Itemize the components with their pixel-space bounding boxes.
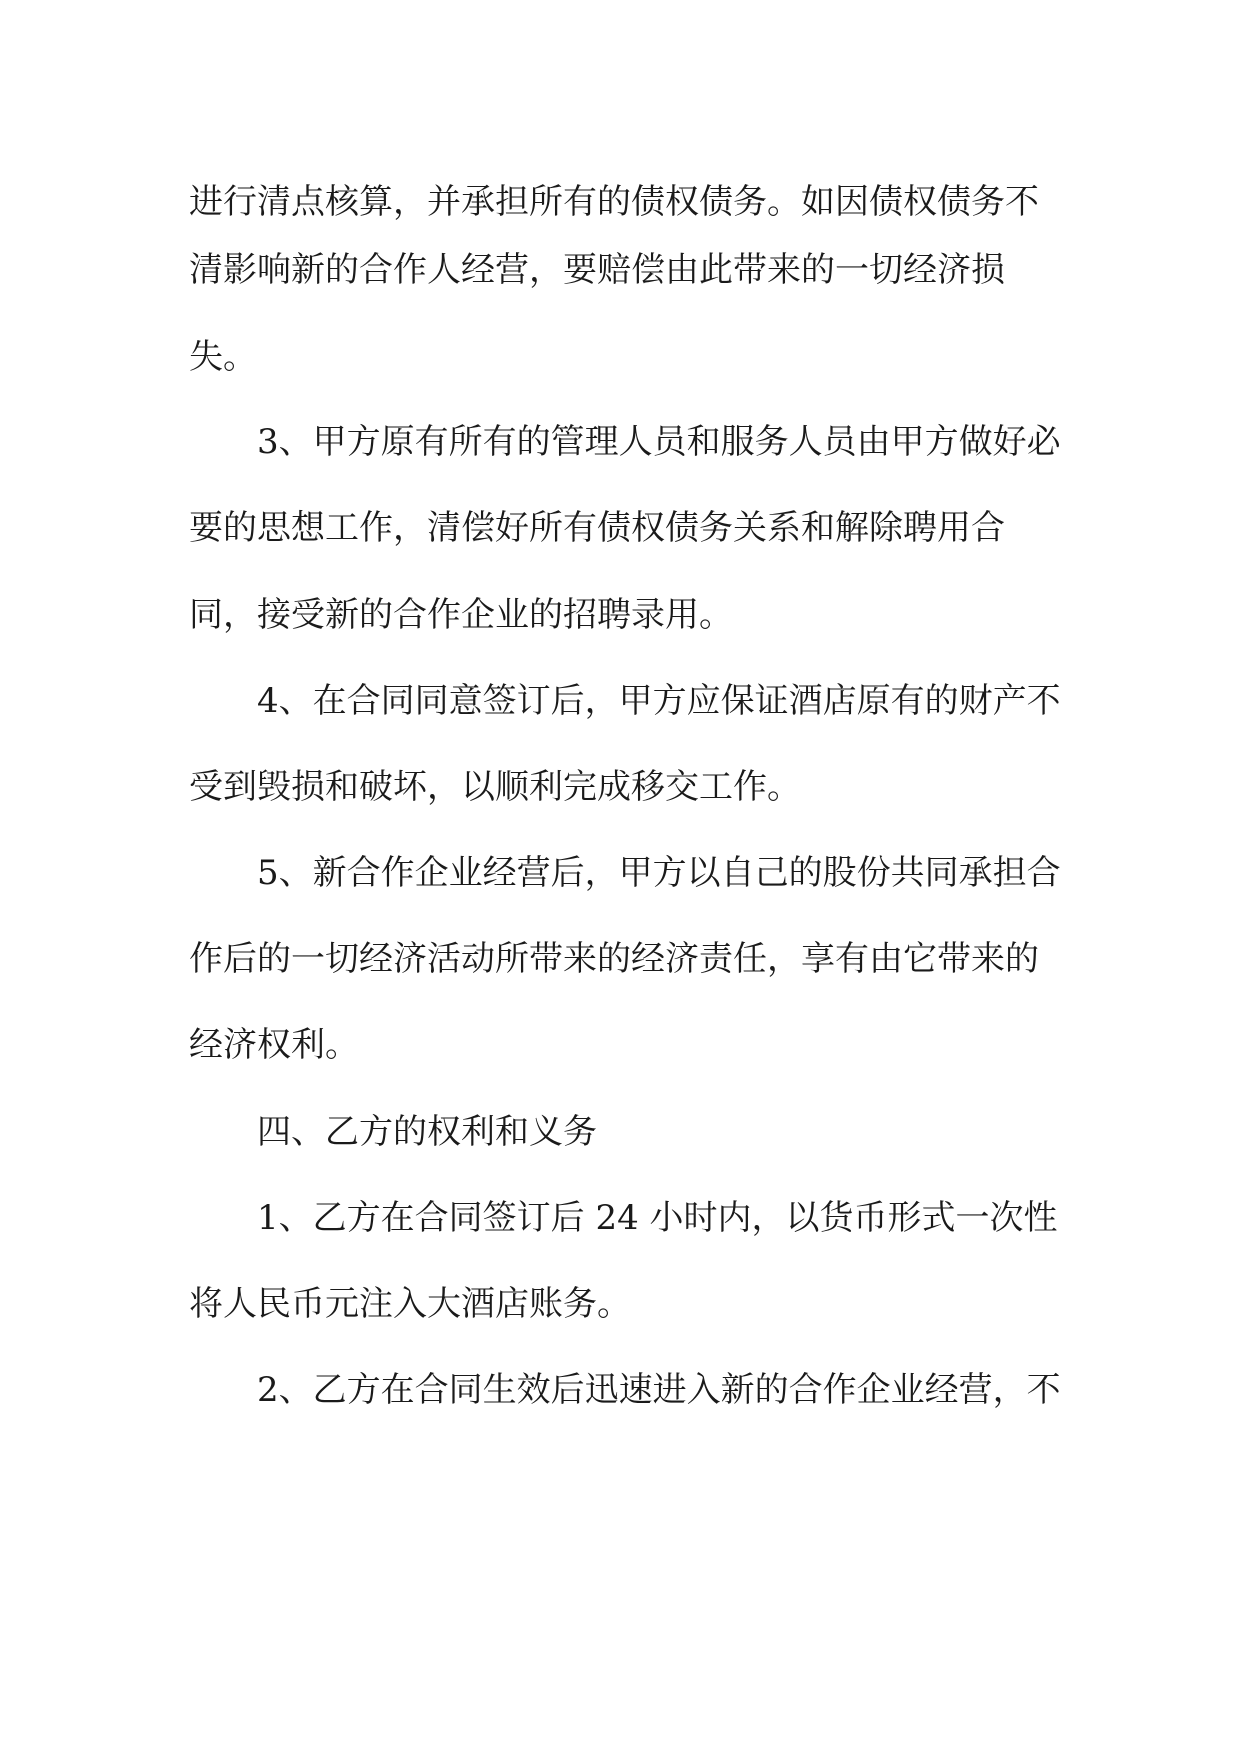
body-line: 将人民币元注入大酒店账务。: [189, 1284, 631, 1324]
body-line: 要的思想工作，清偿好所有债权债务关系和解除聘用合: [189, 508, 1005, 548]
section-4-heading: 四、乙方的权利和义务: [257, 1112, 597, 1152]
body-line: 进行清点核算，并承担所有的债权债务。如因债权债务不: [189, 182, 1039, 222]
body-line: 失。: [189, 337, 257, 377]
body-line: 作后的一切经济活动所带来的经济责任，享有由它带来的: [189, 939, 1039, 979]
clause-5-line: 5、新合作企业经营后，甲方以自己的股份共同承担合: [257, 853, 1061, 893]
clause-4-line: 4、在合同同意签订后，甲方应保证酒店原有的财产不: [257, 681, 1061, 721]
body-line: 同，接受新的合作企业的招聘录用。: [189, 595, 733, 635]
clause-2-line: 2、乙方在合同生效后迅速进入新的合作企业经营，不: [257, 1370, 1061, 1410]
clause-1-line: 1、乙方在合同签订后 24 小时内，以货币形式一次性: [257, 1198, 1058, 1238]
clause-3-line: 3、甲方原有所有的管理人员和服务人员由甲方做好必: [257, 422, 1061, 462]
body-line: 清影响新的合作人经营，要赔偿由此带来的一切经济损: [189, 250, 1005, 290]
body-line: 受到毁损和破坏，以顺利完成移交工作。: [189, 767, 801, 807]
body-line: 经济权利。: [189, 1025, 359, 1065]
